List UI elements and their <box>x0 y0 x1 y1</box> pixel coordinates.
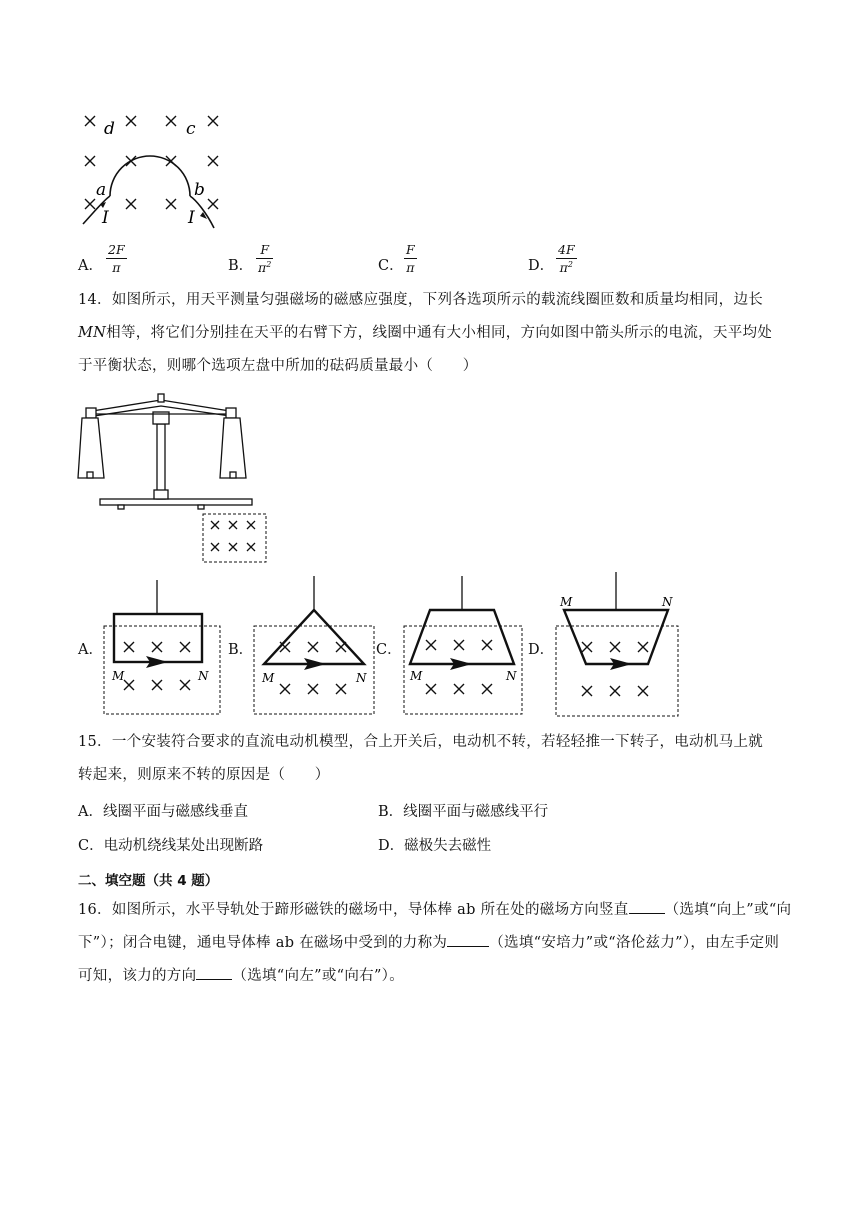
q13-option-b[interactable]: B． <box>228 258 254 274</box>
label-a: a <box>96 180 107 200</box>
svg-text:M: M <box>560 595 573 609</box>
q14-option-c-coil <box>400 574 525 718</box>
label-d: d <box>104 119 115 139</box>
q15-option-b[interactable]: B．线圈平面与磁感线平行 <box>378 804 549 820</box>
figure-14-balance <box>74 392 274 567</box>
q15-option-d[interactable]: D．磁极失去磁性 <box>378 838 492 854</box>
q13-option-a-fraction: 2F π <box>108 242 125 276</box>
q15-stem <box>78 726 798 792</box>
figure-13-semicircle-wire <box>78 108 238 233</box>
q14-line-2: MN相等，将它们分别挂在天平的右臂下方，线圈中通有大小相同，方向如图中箭头所示的电流，天平均处 <box>78 325 773 341</box>
svg-text:M: M <box>410 669 423 683</box>
q14-option-d-coil <box>552 570 682 720</box>
label-c: c <box>186 119 196 139</box>
q15-option-a[interactable]: A．线圈平面与磁感线垂直 <box>78 804 248 820</box>
q16-blank-2[interactable] <box>447 932 489 947</box>
q16-line-2: 下”）；闭合电键，通电导体棒 ab 在磁场中受到的力称为 （选填“安培力”或“洛伦兹力”），由左手定则 <box>78 927 798 960</box>
q13-option-b-fraction: F $\pi^2$ <box>258 242 272 276</box>
section-2-title: 二、填空题（共 4 题） <box>78 873 219 889</box>
q15-option-c[interactable]: C．电动机绕线某处出现断路 <box>78 838 264 854</box>
label-current-right: I <box>188 208 195 228</box>
svg-text:M: M <box>262 671 275 685</box>
q16-stem <box>78 894 798 993</box>
q14-option-a-coil <box>100 578 225 718</box>
svg-text:N: N <box>356 671 367 685</box>
svg-text:M: M <box>112 669 125 683</box>
q13-option-d[interactable]: D． <box>528 258 555 274</box>
q16-blank-1[interactable] <box>629 899 665 914</box>
q16-blank-3[interactable] <box>196 965 232 980</box>
q13-option-c[interactable]: C． <box>378 258 404 274</box>
q14-option-c[interactable]: C． <box>376 642 402 658</box>
q15-line-1: 15．一个安装符合要求的直流电动机模型，合上开关后，电动机不转，若轻轻推一下转子，电动机马上就 <box>78 734 764 750</box>
q14-option-d[interactable]: D． <box>528 642 555 658</box>
q16-line-3: 可知，该力的方向 （选填“向左”或“向右”）。 <box>78 960 798 993</box>
q14-line-3: 于平衡状态，则哪个选项左盘中所加的砝码质量最小（ ） <box>78 358 478 374</box>
q14-option-a[interactable]: A． <box>78 642 103 658</box>
q13-option-a[interactable]: A． <box>78 258 103 274</box>
q13-option-c-fraction: F π <box>406 242 415 276</box>
q14-line-1: 14．如图所示，用天平测量匀强磁场的磁感应强度，下列各选项所示的载流线圈匝数和质量均相同，边长 <box>78 292 764 308</box>
q14-option-b-coil <box>250 574 380 718</box>
svg-text:N: N <box>662 595 673 609</box>
q16-line-1: 16．如图所示，水平导轨处于蹄形磁铁的磁场中，导体棒 ab 所在处的磁场方向竖直 （选填“向上”或“向 <box>78 894 798 927</box>
q14-option-b[interactable]: B． <box>228 642 254 658</box>
label-b: b <box>194 180 205 200</box>
svg-text:N: N <box>506 669 517 683</box>
q14-stem <box>78 284 798 383</box>
svg-text:N: N <box>198 669 209 683</box>
q13-option-d-fraction: 4F $\pi^2$ <box>558 242 575 276</box>
q15-line-2: 转起来，则原来不转的原因是（ ） <box>78 767 330 783</box>
label-current-left: I <box>102 208 109 228</box>
